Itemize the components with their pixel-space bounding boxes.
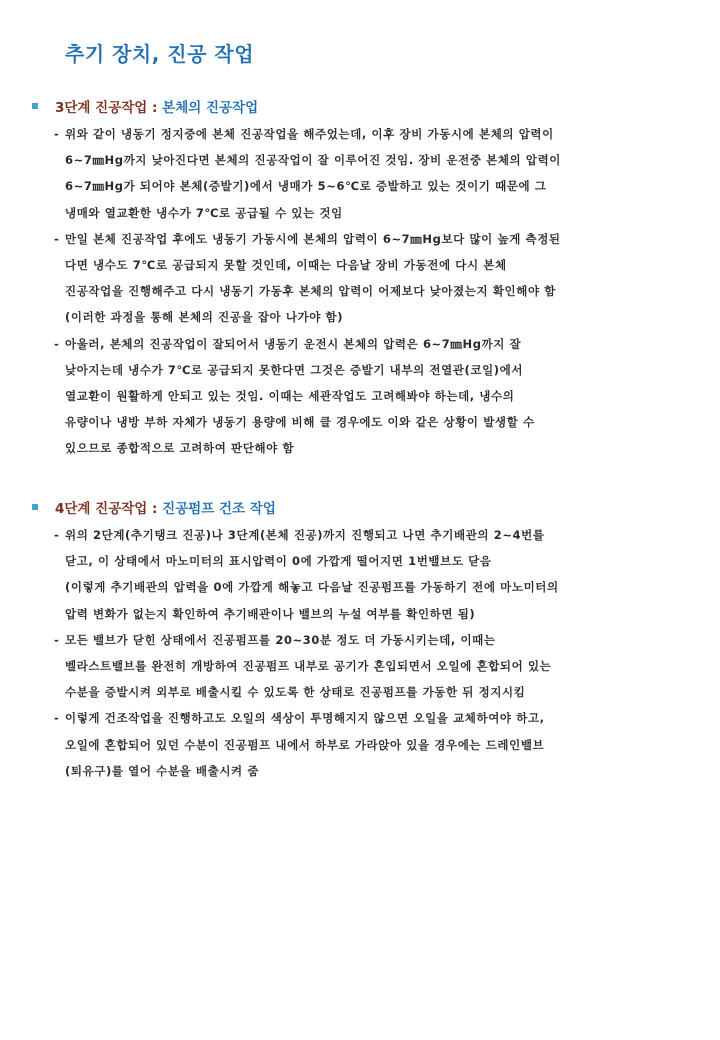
topic-label: 진공펌프 건조 작업 — [162, 501, 276, 517]
text-line: 이렇게 건조작업을 진행하고도 오일의 색상이 투명해지지 않으면 오일을 교체하여야 하고, — [65, 711, 545, 726]
item-list — [30, 522, 690, 784]
text-line: 열교환이 원활하게 안되고 있는 것임. 이때는 세관작업도 고려해봐야 하는데, 냉수의 — [65, 389, 515, 404]
page-title: 추기 장치, 진공 작업 — [65, 42, 255, 66]
square-bullet-icon — [32, 103, 38, 109]
square-bullet-icon — [32, 504, 38, 510]
list-item — [30, 331, 690, 462]
text-line: 모든 밸브가 닫힌 상태에서 진공펌프를 20~30분 정도 더 가동시키는데, 이때는 — [65, 632, 496, 647]
step-label: 4단계 진공작업 : — [55, 501, 158, 517]
text-line: 위의 2단계(추기탱크 진공)나 3단계(본체 진공)까지 진행되고 나면 추기배관의 2~4번를 — [65, 528, 545, 542]
text-line: 닫고, 이 상태에서 마노미터의 표시압력이 0에 가깝게 떨어지면 1번밸브도 닫음 — [65, 554, 492, 569]
text-line: 진공작업을 진행해주고 다시 냉동기 가동후 본체의 압력이 어제보다 낮아졌는지 확인해야 함 — [65, 284, 556, 299]
list-item — [30, 627, 690, 706]
text-line: (이러한 과정을 통해 본체의 진공을 잡아 나가야 함) — [65, 310, 344, 325]
text-line: (퇴유구)를 열어 수분을 배출시켜 줌 — [65, 763, 260, 778]
text-line: 만일 본체 진공작업 후에도 냉동기 가동시에 본체의 압력이 6~7㎜Hg보다 많이 높게 측정된 — [65, 231, 561, 246]
text-line: 압력 변화가 없는지 확인하여 추기배관이나 밸브의 누설 여부를 확인하면 됨) — [65, 606, 476, 621]
dash-marker: - — [54, 528, 60, 542]
section-step3 — [30, 95, 690, 462]
text-line: 오일에 혼합되어 있던 수분이 진공펌프 내에서 하부로 가라앉아 있을 경우에는 드레인밸브 — [65, 737, 545, 752]
text-line: 있으므로 종합적으로 고려하여 판단해야 함 — [65, 441, 295, 456]
step-label: 3단계 진공작업 : — [55, 100, 158, 116]
text-line: 낮아지는데 냉수가 7℃로 공급되지 못한다면 그것은 증발기 내부의 전열관(코일)에서 — [65, 362, 524, 377]
text-line: 벨라스트밸브를 완전히 개방하여 진공펌프 내부로 공기가 혼입되면서 오일에 혼합되어 있는 — [65, 659, 552, 674]
topic-label: 본체의 진공작업 — [162, 100, 259, 116]
list-item — [30, 522, 690, 627]
text-line: 다면 냉수도 7℃로 공급되지 못할 것인데, 이때는 다음날 장비 가동전에 다시 본체 — [65, 258, 507, 273]
list-item — [30, 705, 690, 784]
dash-marker: - — [54, 231, 60, 246]
dash-marker: - — [54, 711, 60, 726]
text-line: 유량이나 냉방 부하 자체가 냉동기 용량에 비해 클 경우에도 이와 같은 상황이 발생할 수 — [65, 415, 535, 430]
text-line: (이렇게 추기배관의 압력을 0에 가깝게 해놓고 다음날 진공펌프를 가동하기 전에 마노미터의 — [65, 580, 559, 595]
text-line: 아울러, 본체의 진공작업이 잘되어서 냉동기 운전시 본체의 압력은 6~7㎜Hg까지 잘 — [65, 336, 522, 351]
item-list — [30, 121, 690, 462]
text-line: 6~7㎜Hg가 되어야 본체(증발기)에서 냉매가 5~6℃로 증발하고 있는 것이기 때문에 그 — [65, 179, 547, 194]
list-item — [30, 226, 690, 331]
section-step4 — [30, 496, 690, 784]
list-item — [30, 121, 690, 226]
text-line: 수분을 증발시켜 외부로 배출시킬 수 있도록 한 상태로 진공펌프를 가동한 뒤 정지시킴 — [65, 685, 526, 700]
text-line: 냉매와 열교환한 냉수가 7℃로 공급될 수 있는 것임 — [65, 205, 343, 220]
dash-marker: - — [54, 632, 60, 647]
section-heading — [30, 496, 690, 522]
dash-marker: - — [54, 127, 60, 141]
text-line: 6~7㎜Hg까지 낮아진다면 본체의 진공작업이 잘 이루어진 것임. 장비 운전중 본체의 압력이 — [65, 153, 561, 168]
dash-marker: - — [54, 336, 60, 351]
section-heading — [30, 95, 690, 121]
text-line: 위와 같이 냉동기 정지중에 본체 진공작업을 해주었는데, 이후 장비 가동시에 본체의 압력이 — [65, 127, 554, 141]
